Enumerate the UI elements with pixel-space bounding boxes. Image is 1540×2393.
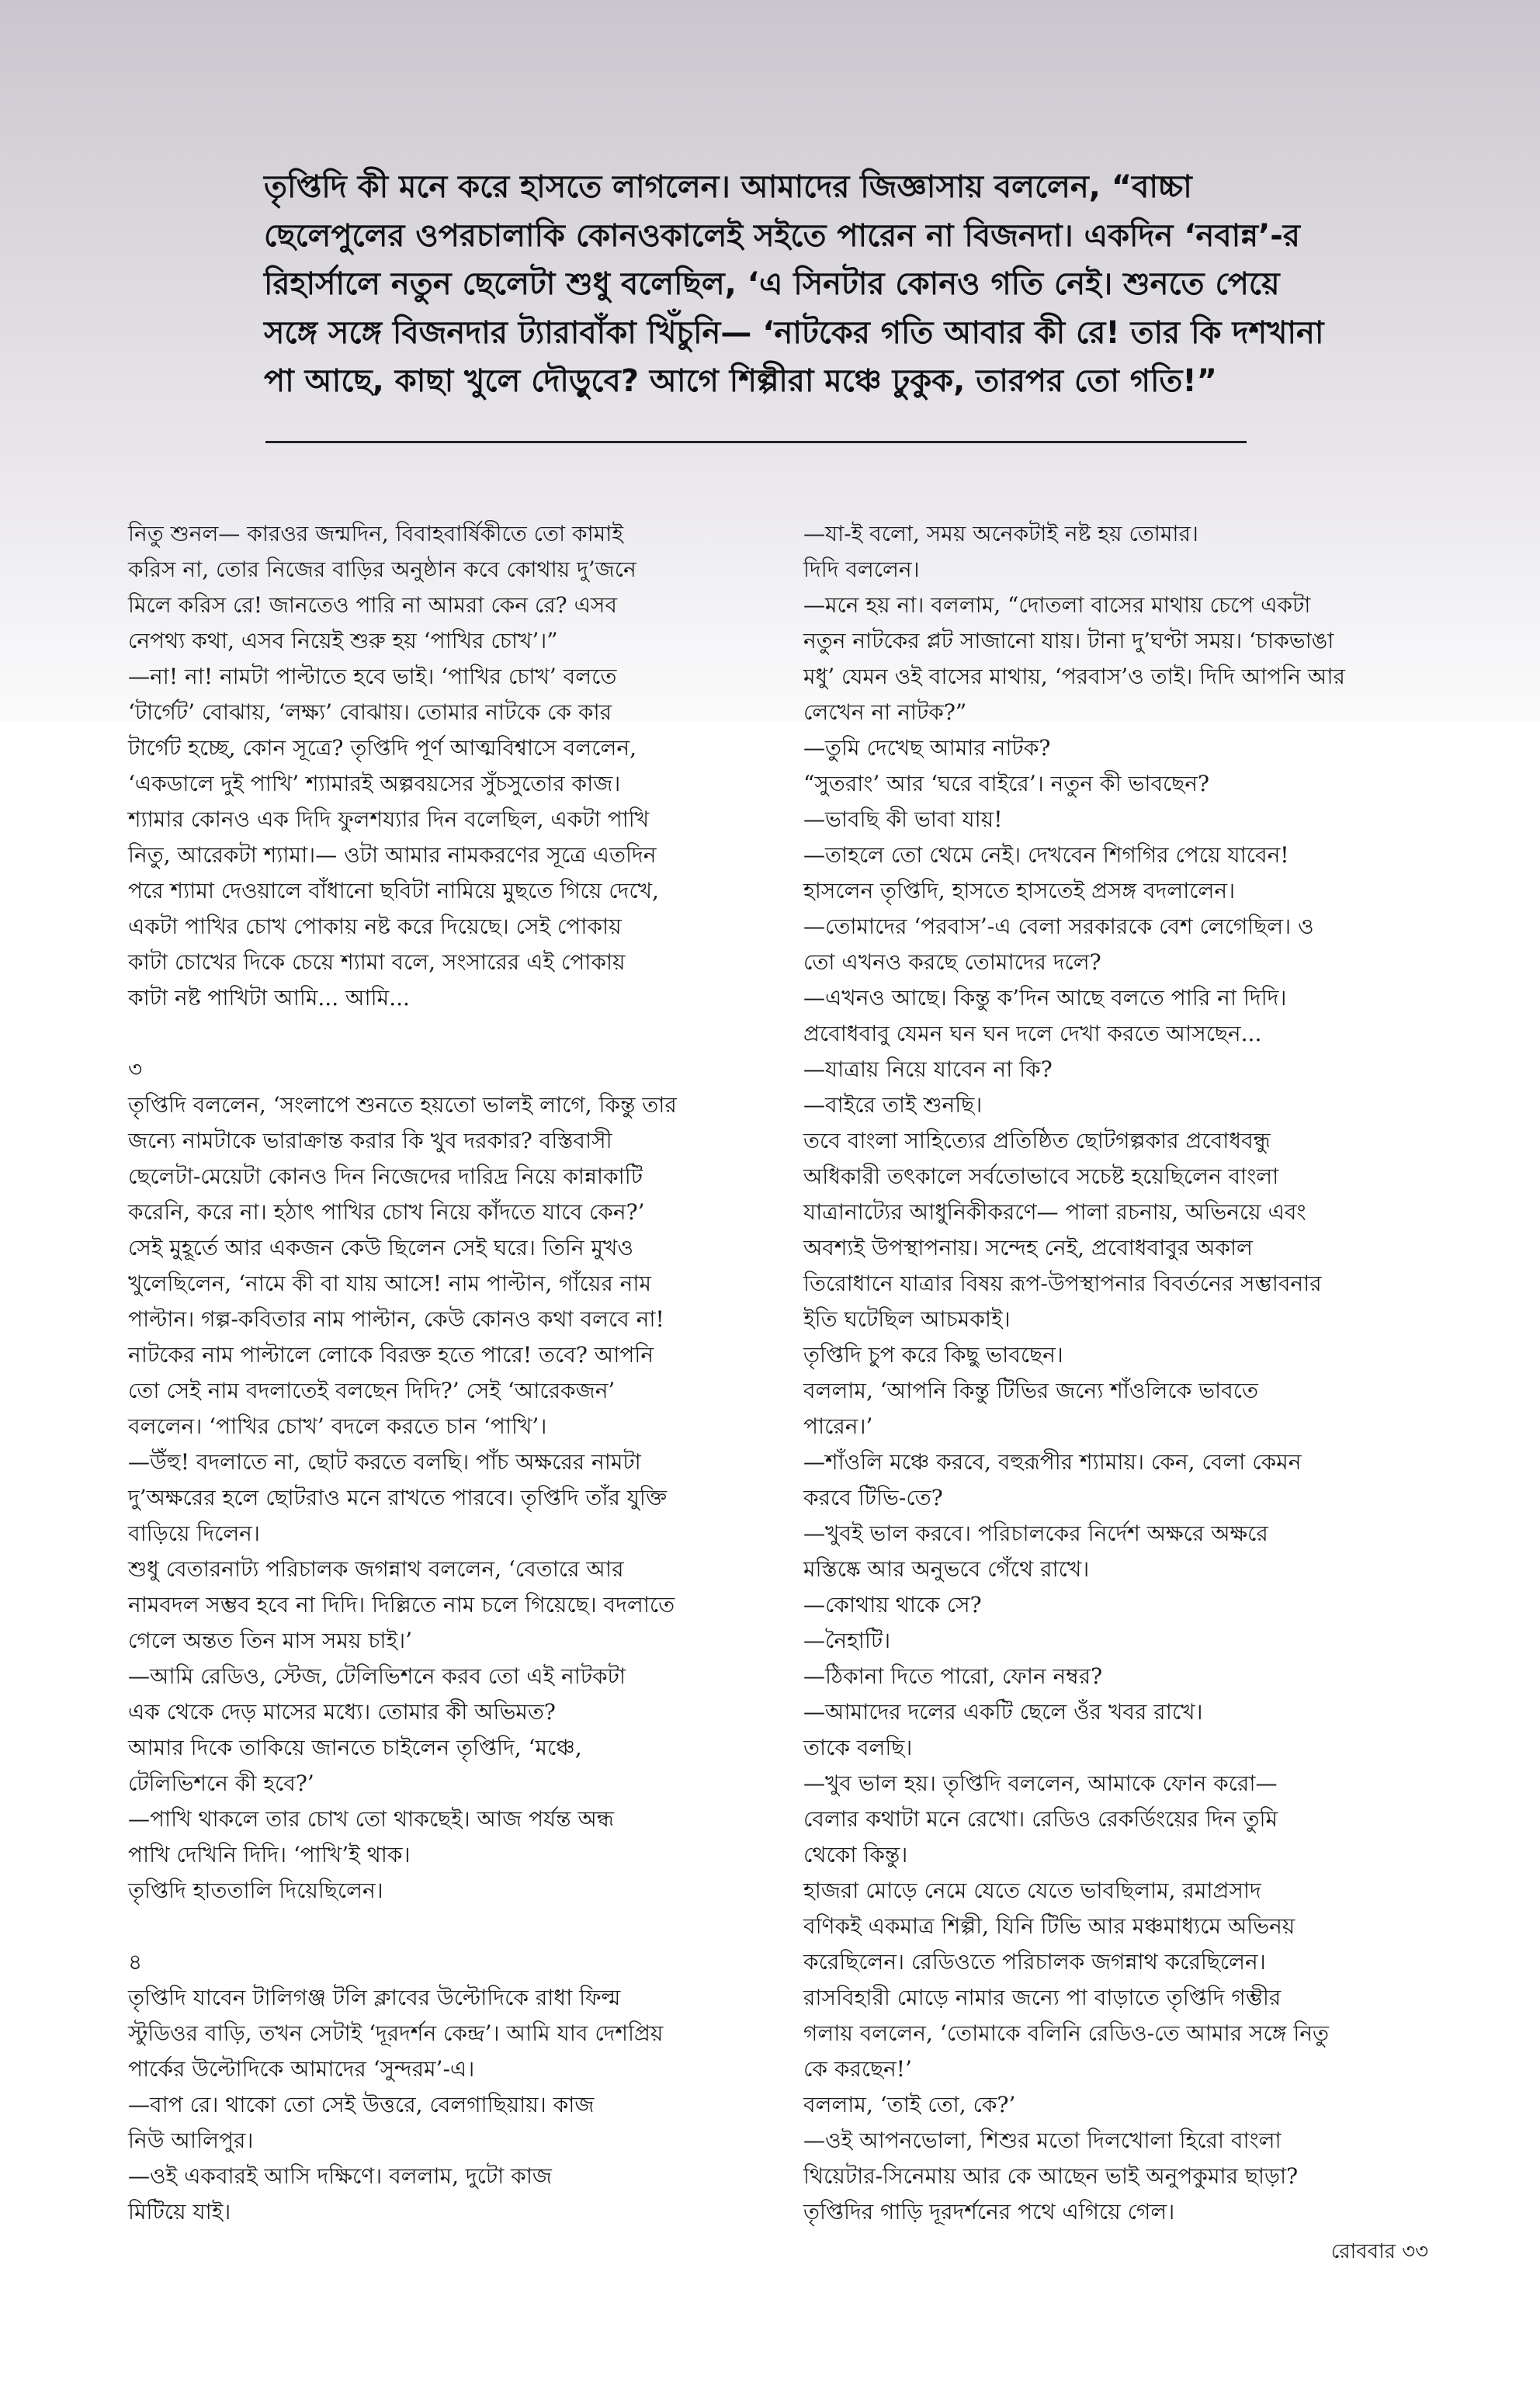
text-line: আমার দিকে তাকিয়ে জানতে চাইলেন তৃপ্তিদি, ‘মঞ্চে, (128, 1735, 582, 1760)
text-line: পারেন।’ (803, 1413, 873, 1439)
text-line: —পাখি থাকলে তার চোখ তো থাকছেই। আজ পর্যন্ত অন্ধ (128, 1806, 614, 1832)
pull-quote-line: ছেলেপুলের ওপরচালাকি কোনওকালেই সইতে পারেন না বিজনদা। একদিন ‘নবান্ন’-র (264, 217, 1300, 254)
text-line: —যাত্রায় নিয়ে যাবেন না কি? (803, 1056, 1053, 1082)
text-line: থেকো কিন্তু। (803, 1842, 908, 1868)
text-line: করবে টিভি-তে? (803, 1485, 943, 1510)
text-line: —তাহলে তো থেমে নেই। দেখবেন শিগগির পেয়ে যাবেন! (803, 842, 1289, 868)
text-line: নিতু শুনল— কারওর জন্মদিন, বিবাহবার্ষিকীতে তো কামাই (128, 521, 623, 546)
left-column-section-3 (128, 1087, 796, 1909)
text-line: মিলে করিস রে! জানতেও পারি না আমরা কেন রে? এসব (128, 592, 617, 618)
text-line: —নৈহাটি। (803, 1628, 891, 1653)
text-line: দু’অক্ষরের হলে ছোটরাও মনে রাখতে পারবে। তৃপ্তিদি তাঁর যুক্তি (128, 1485, 668, 1510)
text-line: —আমাদের দলের একটি ছেলে ওঁর খবর রাখে। (803, 1699, 1203, 1725)
text-line: গেলে অন্তত তিন মাস সময় চাই।’ (128, 1628, 413, 1653)
text-line: —যা-ই বলো, সময় অনেকটাই নষ্ট হয় তোমার। (803, 521, 1198, 546)
text-line: নিতু, আরেকটা শ্যামা।— ওটা আমার নামকরণের সূত্রে এতদিন (128, 842, 657, 868)
text-line: তাকে বলছি। (803, 1735, 913, 1760)
left-column-section-4 (128, 1980, 796, 2230)
right-column-text (803, 516, 1471, 2230)
text-line: —খুব ভাল হয়। তৃপ্তিদি বললেন, আমাকে ফোন করো— (803, 1770, 1278, 1796)
text-line: বেলার কথাটা মনে রেখো। রেডিও রেকর্ডিংয়ের দিন তুমি (803, 1806, 1278, 1832)
text-line: কাটা নষ্ট পাখিটা আমি... আমি... (128, 985, 410, 1011)
text-line: —আমি রেডিও, স্টেজ, টেলিভিশনে করব তো এই নাটকটা (128, 1663, 626, 1689)
left-column (128, 516, 796, 2230)
text-line: তবে বাংলা সাহিত্যের প্রতিষ্ঠিত ছোটগল্পকার প্রবোধবন্ধু (803, 1128, 1271, 1153)
pull-quote-line: রিহার্সালে নতুন ছেলেটা শুধু বলেছিল, ‘এ সিনটার কোনও গতি নেই। শুনতে পেয়ে (264, 266, 1280, 303)
text-line: —খুবই ভাল করবে। পরিচালকের নির্দেশ অক্ষরে অক্ষরে (803, 1521, 1268, 1546)
text-line: দিদি বললেন। (803, 557, 920, 582)
text-line: সেই মুহূর্তে আর একজন কেউ ছিলেন সেই ঘরে। তিনি মুখও (128, 1235, 633, 1261)
section-4-number: ৪ (128, 1949, 143, 1975)
section-gap (128, 1909, 796, 1944)
text-line: গলায় বললেন, ‘তোমাকে বলিনি রেডিও-তে আমার সঙ্গে নিতু (803, 2020, 1329, 2046)
text-line: নিউ আলিপুর। (128, 2128, 254, 2153)
text-line: মস্তিষ্কে আর অনুভবে গেঁথে রাখে। (803, 1556, 1090, 1582)
text-line: তৃপ্তিদি চুপ করে কিছু ভাবছেন। (803, 1342, 1063, 1368)
text-line: মিটিয়ে যাই। (128, 2199, 231, 2225)
text-line: —ঠিকানা দিতে পারো, ফোন নম্বর? (803, 1663, 1103, 1689)
text-line: টার্গেট হচ্ছে, কোন সূত্রে? তৃপ্তিদি পূর্ণ আত্মবিশ্বাসে বললেন, (128, 735, 636, 761)
text-line: অবশ্যই উপস্থাপনায়। সন্দেহ নেই, প্রবোধবাবুর অকাল (803, 1235, 1253, 1261)
text-line: ‘একডালে দুই পাখি’ শ্যামারই অল্পবয়সের সুঁচসুতোর কাজ। (128, 771, 621, 796)
text-line: —মনে হয় না। বললাম, “দোতলা বাসের মাথায় চেপে একটা (803, 592, 1311, 618)
text-line: জন্যে নামটাকে ভারাক্রান্ত করার কি খুব দরকার? বস্তিবাসী (128, 1128, 612, 1153)
text-line: —না! না! নামটা পাল্টাতে হবে ভাই। ‘পাখির চোখ’ বলতে (128, 664, 617, 689)
pull-quote-line: তৃপ্তিদি কী মনে করে হাসতে লাগলেন। আমাদের জিজ্ঞাসায় বললেন, “বাচ্চা (264, 169, 1192, 205)
section-3-number: ৩ (128, 1056, 143, 1082)
text-line: রাসবিহারী মোড়ে নামার জন্যে পা বাড়াতে তৃপ্তিদি গম্ভীর (803, 1985, 1282, 2010)
text-line: তো সেই নাম বদলাতেই বলছেন দিদি?’ সেই ‘আরেকজন’ (128, 1378, 616, 1403)
text-line: নামবদল সম্ভব হবে না দিদি। দিল্লিতে নাম চলে গিয়েছে। বদলাতে (128, 1592, 675, 1618)
text-line: মধু’ যেমন ওই বাসের মাথায়, ‘পরবাস’ও তাই। দিদি আপনি আর (803, 664, 1345, 689)
text-line: পাখি দেখিনি দিদি। ‘পাখি’ই থাক। (128, 1842, 411, 1868)
text-line: —ওই একবারই আসি দক্ষিণে। বললাম, দুটো কাজ (128, 2163, 552, 2189)
text-line: —বাইরে তাই শুনছি। (803, 1092, 983, 1118)
pull-quote-divider (265, 441, 1247, 443)
text-line: এক থেকে দেড় মাসের মধ্যে। তোমার কী অভিমত? (128, 1699, 556, 1725)
text-line: তিরোধানে যাত্রার বিষয় রূপ-উপস্থাপনার বিবর্তনের সম্ভাবনার (803, 1271, 1322, 1296)
text-line: লেখেন না নাটক?” (803, 699, 967, 725)
text-line: ইতি ঘটেছিল আচমকাই। (803, 1306, 1011, 1332)
text-line: —ভাবছি কী ভাবা যায়! (803, 806, 1003, 832)
text-line: স্টুডিওর বাড়ি, তখন সেটাই ‘দূরদর্শন কেন্দ্র’। আমি যাব দেশপ্রিয় (128, 2020, 664, 2046)
text-line: বললাম, ‘আপনি কিন্তু টিভির জন্যে শাঁওলিকে ভাবতে (803, 1378, 1258, 1403)
text-line: বণিকই একমাত্র শিল্পী, যিনি টিভি আর মঞ্চমাধ্যমে অভিনয় (803, 1913, 1295, 1939)
text-line: প্রবোধবাবু যেমন ঘন ঘন দলে দেখা করতে আসছেন... (803, 1021, 1262, 1046)
text-line: করিস না, তোর নিজের বাড়ির অনুষ্ঠান কবে কোথায় দু’জনে (128, 557, 636, 582)
text-line: তৃপ্তিদি হাততালি দিয়েছিলেন। (128, 1878, 383, 1903)
text-line: পরে শ্যামা দেওয়ালে বাঁধানো ছবিটা নামিয়ে মুছতে গিয়ে দেখে, (128, 878, 659, 903)
text-line: শ্যামার কোনও এক দিদি ফুলশয্যার দিন বলেছিল, একটা পাখি (128, 806, 650, 832)
text-line: নাটকের নাম পাল্টালে লোকে বিরক্ত হতে পারে! তবে? আপনি (128, 1342, 654, 1368)
section-gap (128, 1016, 796, 1052)
text-line: অধিকারী তৎকালে সর্বতোভাবে সচেষ্ট হয়েছিলেন বাংলা (803, 1164, 1279, 1189)
text-line: —তোমাদের ‘পরবাস’-এ বেলা সরকারকে বেশ লেগেছিল। ও (803, 914, 1314, 939)
text-line: করেনি, করে না। হঠাৎ পাখির চোখ নিয়ে কাঁদতে যাবে কেন?’ (128, 1199, 645, 1225)
text-line: তৃপ্তিদি বললেন, ‘সংলাপে শুনতে হয়তো ভালই লাগে, কিন্তু তার (128, 1092, 677, 1118)
text-line: —এখনও আছে। কিন্তু ক’দিন আছে বলতে পারি না দিদি। (803, 985, 1287, 1011)
text-line: শুধু বেতারনাট্য পরিচালক জগন্নাথ বললেন, ‘বেতারে আর (128, 1556, 624, 1582)
text-line: তৃপ্তিদি যাবেন টালিগঞ্জ টলি ক্লাবের উল্টোদিকে রাধা ফিল্ম (128, 1985, 621, 2010)
text-line: একটা পাখির চোখ পোকায় নষ্ট করে দিয়েছে। সেই পোকায় (128, 914, 622, 939)
text-line: তো এখনও করছে তোমাদের দলে? (803, 949, 1101, 975)
left-column-opening (128, 516, 796, 1016)
text-line: বললাম, ‘তাই তো, কে?’ (803, 2092, 1016, 2117)
right-column (803, 516, 1471, 2230)
text-line: ছেলেটা-মেয়েটা কোনও দিন নিজেদের দারিদ্র নিয়ে কান্নাকাটি (128, 1164, 643, 1189)
text-line: কাটা চোখের দিকে চেয়ে শ্যামা বলে, সংসারের এই পোকায় (128, 949, 626, 975)
text-line: —তুমি দেখেছ আমার নাটক? (803, 735, 1051, 761)
pull-quote (264, 163, 1324, 406)
text-line: হাজরা মোড়ে নেমে যেতে যেতে ভাবছিলাম, রমাপ্রসাদ (803, 1878, 1261, 1903)
pull-quote-line: পা আছে, কাছা খুলে দৌড়ুবে? আগে শিল্পীরা মঞ্চে ঢুকুক, তারপর তো গতি!” (264, 363, 1217, 400)
text-line: টেলিভিশনে কী হবে?’ (128, 1770, 314, 1796)
text-line: তৃপ্তিদির গাড়ি দূরদর্শনের পথে এগিয়ে গেল। (803, 2199, 1175, 2225)
text-line: নেপথ্য কথা, এসব নিয়েই শুরু হয় ‘পাখির চোখ’।” (128, 628, 558, 654)
text-line: বললেন। ‘পাখির চোখ’ বদলে করতে চান ‘পাখি’। (128, 1413, 547, 1439)
page-folio: রোববার ৩৩ (1330, 2240, 1428, 2263)
text-line: নতুন নাটকের প্লট সাজানো যায়। টানা দু’ঘণ্টা সময়। ‘চাকভাঙা (803, 628, 1334, 654)
text-line: খুলেছিলেন, ‘নামে কী বা যায় আসে! নাম পাল্টান, গাঁয়ের নাম (128, 1271, 652, 1296)
text-line: কে করছেন!’ (803, 2056, 912, 2082)
text-line: যাত্রানাট্যের আধুনিকীকরণে— পালা রচনায়, অভিনয়ে এবং (803, 1199, 1306, 1225)
text-line: থিয়েটার-সিনেমায় আর কে আছেন ভাই অনুপকুমার ছাড়া? (803, 2163, 1299, 2189)
text-line: “সুতরাং’ আর ‘ঘরে বাইরে’। নতুন কী ভাবছেন? (803, 771, 1209, 796)
text-line: —বাপ রে। থাকো তো সেই উত্তরে, বেলগাছিয়ায়। কাজ (128, 2092, 595, 2117)
text-line: —উঁহু! বদলাতে না, ছোট করতে বলছি। পাঁচ অক্ষরের নামটা (128, 1449, 641, 1475)
text-line: ‘টার্গেট’ বোঝায়, ‘লক্ষ্য’ বোঝায়। তোমার নাটকে কে কার (128, 699, 612, 725)
text-line: —ওই আপনভোলা, শিশুর মতো দিলখোলা হিরো বাংলা (803, 2128, 1282, 2153)
text-line: হাসলেন তৃপ্তিদি, হাসতে হাসতেই প্রসঙ্গ বদলালেন। (803, 878, 1236, 903)
text-line: পার্কের উল্টোদিকে আমাদের ‘সুন্দরম’-এ। (128, 2056, 475, 2082)
text-line: করেছিলেন। রেডিওতে পরিচালক জগন্নাথ করেছিলেন। (803, 1949, 1266, 1975)
pull-quote-line: সঙ্গে সঙ্গে বিজনদার ট্যারাবাঁকা খিঁচুনি— ‘নাটকের গতি আবার কী রে! তার কি দশখানা (264, 314, 1324, 351)
text-line: —শাঁওলি মঞ্চে করবে, বহুরূপীর শ্যামায়। কেন, বেলা কেমন (803, 1449, 1302, 1475)
text-line: পাল্টান। গল্প-কবিতার নাম পাল্টান, কেউ কোনও কথা বলবে না! (128, 1306, 664, 1332)
text-line: —কোথায় থাকে সে? (803, 1592, 982, 1618)
text-line: বাড়িয়ে দিলেন। (128, 1521, 260, 1546)
